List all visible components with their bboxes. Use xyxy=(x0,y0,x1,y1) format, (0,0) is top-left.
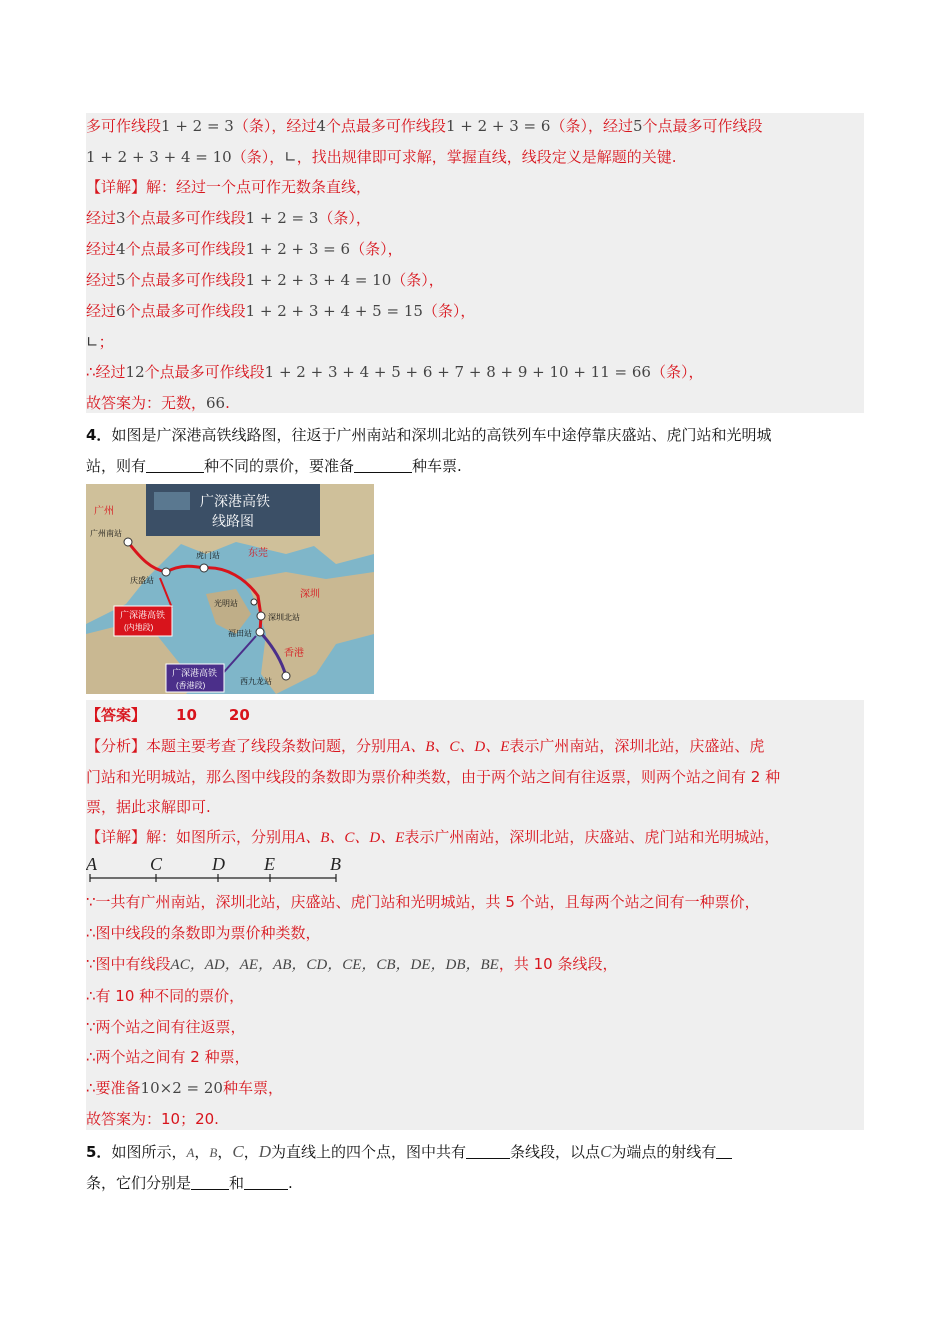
text: ∴图中线段的条数即为票价种类数， xyxy=(86,924,321,942)
answer-value: 20 xyxy=(228,706,250,724)
question-5-line-1 xyxy=(86,1142,732,1163)
solution-block-q4 xyxy=(86,700,864,1130)
label-B: B xyxy=(330,854,341,874)
text: ； xyxy=(98,333,114,351)
solution-line xyxy=(86,116,763,136)
point-letters: A、B、C、D、E xyxy=(296,830,405,846)
text: ∵两个站之间有往返票， xyxy=(86,1018,246,1036)
railway-map-figure xyxy=(86,484,374,694)
label-C: C xyxy=(150,854,163,874)
question-number: 4． xyxy=(86,426,112,444)
question-text: 条线段，以点 xyxy=(510,1143,601,1161)
text: ∵图中有线段 xyxy=(86,955,171,973)
text: 经过 xyxy=(86,271,117,289)
answer-blank[interactable] xyxy=(191,1173,229,1190)
math-expr: 1 + 2 + 3 = 6 xyxy=(245,240,351,258)
segment-list: AC，AD，AE，AB，CD，CE，CB，DE，DB，BE xyxy=(170,957,499,973)
text: 个点最多可作线段 xyxy=(125,209,246,227)
solution-line xyxy=(86,147,677,167)
point-label: B xyxy=(209,1145,218,1160)
solution-line xyxy=(86,177,371,197)
segment-diagram xyxy=(86,852,346,886)
station-dot-guangming xyxy=(251,599,257,605)
answer-line xyxy=(86,705,250,725)
text: （条）， xyxy=(422,302,476,320)
detail-line xyxy=(86,1078,283,1098)
solution-line xyxy=(86,208,371,228)
math-expr: 1 + 2 = 3 xyxy=(161,117,234,135)
question-text: 种不同的票价，要准备 xyxy=(204,457,355,475)
mainland-label-2: (内地段) xyxy=(124,623,154,632)
text: 门站和光明城站，那么图中线段的条数即为票价种类数，由于两个站之间有往返票，则两个站之间有 2 种 xyxy=(86,768,781,786)
detail-line xyxy=(86,827,779,848)
solution-line xyxy=(86,270,444,290)
detail-line xyxy=(86,986,244,1006)
text: 解：经过一个点可作无数条直线， xyxy=(146,178,372,196)
text: ∴经过 xyxy=(86,363,126,381)
text: 个点最多可作线段 xyxy=(125,271,246,289)
answer-blank[interactable] xyxy=(466,1142,510,1159)
math-expr: 1 + 2 + 3 = 6 xyxy=(445,117,551,135)
analysis-line xyxy=(86,797,211,817)
city-hongkong: 香港 xyxy=(284,648,304,659)
math-expr: 5 xyxy=(632,117,643,135)
city-guangzhou: 广州 xyxy=(94,506,114,517)
question-text: 站，则有 xyxy=(86,457,147,475)
text: 个点最多可作线段 xyxy=(642,117,763,135)
text: （条）， xyxy=(350,240,403,258)
text: 本题主要考查了线段条数问题，分别用 xyxy=(146,737,402,755)
text: 票，据此求解即可. xyxy=(86,798,211,816)
question-number: 5． xyxy=(86,1143,112,1161)
map-title-2: 线路图 xyxy=(212,513,254,529)
detail-line xyxy=(86,892,760,912)
answer-blank[interactable] xyxy=(244,1173,288,1190)
text: 故答案为：10；20. xyxy=(86,1110,219,1128)
city-dongguan: 东莞 xyxy=(248,548,268,559)
answer-blank[interactable] xyxy=(354,456,412,473)
question-text: 为直线上的四个点，图中共有 xyxy=(271,1143,467,1161)
text: 故答案为：无数， xyxy=(86,394,207,412)
text: （条）， xyxy=(318,209,371,227)
point-label: C xyxy=(600,1142,612,1161)
answer-value: 10 xyxy=(176,706,197,724)
question-4-line-1 xyxy=(86,425,771,445)
text: （条），经过 xyxy=(233,117,317,135)
math-expr: 12 xyxy=(125,363,145,381)
question-4-line-2 xyxy=(86,456,462,476)
text: 个点最多可作线段 xyxy=(125,302,246,320)
math-expr: 1 + 2 + 3 + 4 = 10 xyxy=(245,271,392,289)
station-west-kowloon: 西九龙站 xyxy=(240,677,272,686)
text: （条），经过 xyxy=(550,117,633,135)
text: （条）， xyxy=(231,148,285,166)
point-letters: A、B、C、D、E xyxy=(401,739,510,755)
text: （条）， xyxy=(391,271,444,289)
label-E: E xyxy=(264,854,275,874)
station-dot-gz-south xyxy=(124,538,132,546)
question-text: 种车票. xyxy=(412,457,462,475)
text: 种车票， xyxy=(222,1079,283,1097)
question-text: 和 xyxy=(229,1174,245,1192)
question-text: ， xyxy=(243,1143,259,1161)
solution-line xyxy=(86,393,230,413)
solution-block-q3 xyxy=(86,113,864,413)
math-expr: 1 + 2 + 3 + 4 + 5 + 6 + 7 + 8 + 9 + 10 + 11 = 66 xyxy=(264,363,651,381)
station-dot-futian xyxy=(256,628,264,636)
station-dot-qingsheng xyxy=(162,568,170,576)
question-text: 为端点的射线有 xyxy=(611,1143,717,1161)
text: 经过 xyxy=(86,240,117,258)
label-D: D xyxy=(212,854,225,874)
text: ∴有 10 种不同的票价， xyxy=(86,987,245,1005)
answer-tag: 【答案】 xyxy=(86,706,147,724)
text: . xyxy=(225,394,230,412)
point-label: A xyxy=(186,1145,195,1160)
text: ∵一共有广州南站，深圳北站，庆盛站、虎门站和光明城站，共 5 个站，且每两个站之间有一种票价， xyxy=(86,893,760,911)
train-icon xyxy=(154,492,190,510)
question-text: 如图是广深港高铁线路图，往返于广州南站和深圳北站的高铁列车中途停靠庆盛站、虎门站和光明城 xyxy=(111,426,772,444)
text: 解：如图所示，分别用 xyxy=(146,828,297,846)
point-label: C xyxy=(232,1142,244,1161)
detail-line xyxy=(86,923,321,943)
solution-line xyxy=(86,301,475,321)
label-A: A xyxy=(86,854,97,874)
text: ，找出规律即可求解，掌握直线，线段定义是解题的关键. xyxy=(296,148,677,166)
answer-blank[interactable] xyxy=(716,1142,732,1159)
analysis-tag: 【分析】 xyxy=(86,737,147,755)
station-qingsheng: 庆盛站 xyxy=(130,576,154,585)
math-expr: 10×2 = 20 xyxy=(140,1079,223,1097)
detail-tag: 【详解】 xyxy=(86,178,147,196)
station-sz-north: 深圳北站 xyxy=(268,613,300,622)
text: 个点最多可作线段 xyxy=(125,240,246,258)
text: 经过 xyxy=(86,302,117,320)
math-expr: 66 xyxy=(206,394,226,412)
station-gz-south: 广州南站 xyxy=(90,529,122,538)
math-expr: 1 + 2 + 3 + 4 + 5 = 15 xyxy=(245,302,423,320)
question-text: ， xyxy=(217,1143,233,1161)
text: （条）， xyxy=(650,363,704,381)
analysis-line xyxy=(86,736,764,757)
text: 表示广州南站，深圳北站，庆盛站、虎 xyxy=(509,737,765,755)
station-dot-sz-north xyxy=(257,612,265,620)
math-expr: 6 xyxy=(116,302,126,320)
math-expr: 4 xyxy=(116,240,126,258)
text: 表示广州南站，深圳北站，庆盛站、虎门站和光明城站， xyxy=(404,828,780,846)
text: 多可作线段 xyxy=(86,117,162,135)
analysis-line xyxy=(86,767,780,787)
station-dot-west-kowloon xyxy=(282,672,290,680)
point-label: D xyxy=(258,1142,272,1161)
question-text: 条，它们分别是 xyxy=(86,1174,192,1192)
solution-line xyxy=(86,362,703,382)
mainland-label-1: 广深港高铁 xyxy=(120,610,166,620)
hk-label-2: (香港段) xyxy=(176,681,206,690)
station-humen: 虎门站 xyxy=(196,551,220,560)
answer-blank[interactable] xyxy=(146,456,204,473)
math-expr: 5 xyxy=(116,271,126,289)
solution-line xyxy=(86,332,114,352)
question-text: ， xyxy=(194,1143,210,1161)
math-expr: 1 + 2 + 3 + 4 = 10 xyxy=(86,148,232,166)
hk-label-1: 广深港高铁 xyxy=(172,668,218,678)
math-expr: 4 xyxy=(316,117,326,135)
question-text: 如图所示， xyxy=(111,1143,187,1161)
city-shenzhen: 深圳 xyxy=(300,589,320,600)
question-5-line-2 xyxy=(86,1173,293,1193)
ellipsis-symbol: ∟ xyxy=(86,333,99,351)
text: 个点最多可作线段 xyxy=(144,363,265,381)
math-expr: 3 xyxy=(116,209,126,227)
station-guangming: 光明站 xyxy=(214,599,238,608)
detail-line xyxy=(86,954,617,975)
ellipsis-symbol: ∟ xyxy=(284,148,297,166)
solution-line xyxy=(86,239,403,259)
math-expr: 1 + 2 = 3 xyxy=(245,209,319,227)
text: ，共 10 条线段， xyxy=(498,955,618,973)
question-text: . xyxy=(288,1174,293,1192)
text: 个点最多可作线段 xyxy=(325,117,446,135)
station-dot-humen xyxy=(200,564,208,572)
station-futian: 福田站 xyxy=(228,629,252,638)
detail-line xyxy=(86,1109,219,1129)
text: 经过 xyxy=(86,209,117,227)
detail-line xyxy=(86,1017,246,1037)
map-title-1: 广深港高铁 xyxy=(200,493,270,509)
text: ∴两个站之间有 2 种票， xyxy=(86,1048,250,1066)
detail-tag: 【详解】 xyxy=(86,828,147,846)
text: ∴要准备 xyxy=(86,1079,141,1097)
detail-line xyxy=(86,1047,250,1067)
